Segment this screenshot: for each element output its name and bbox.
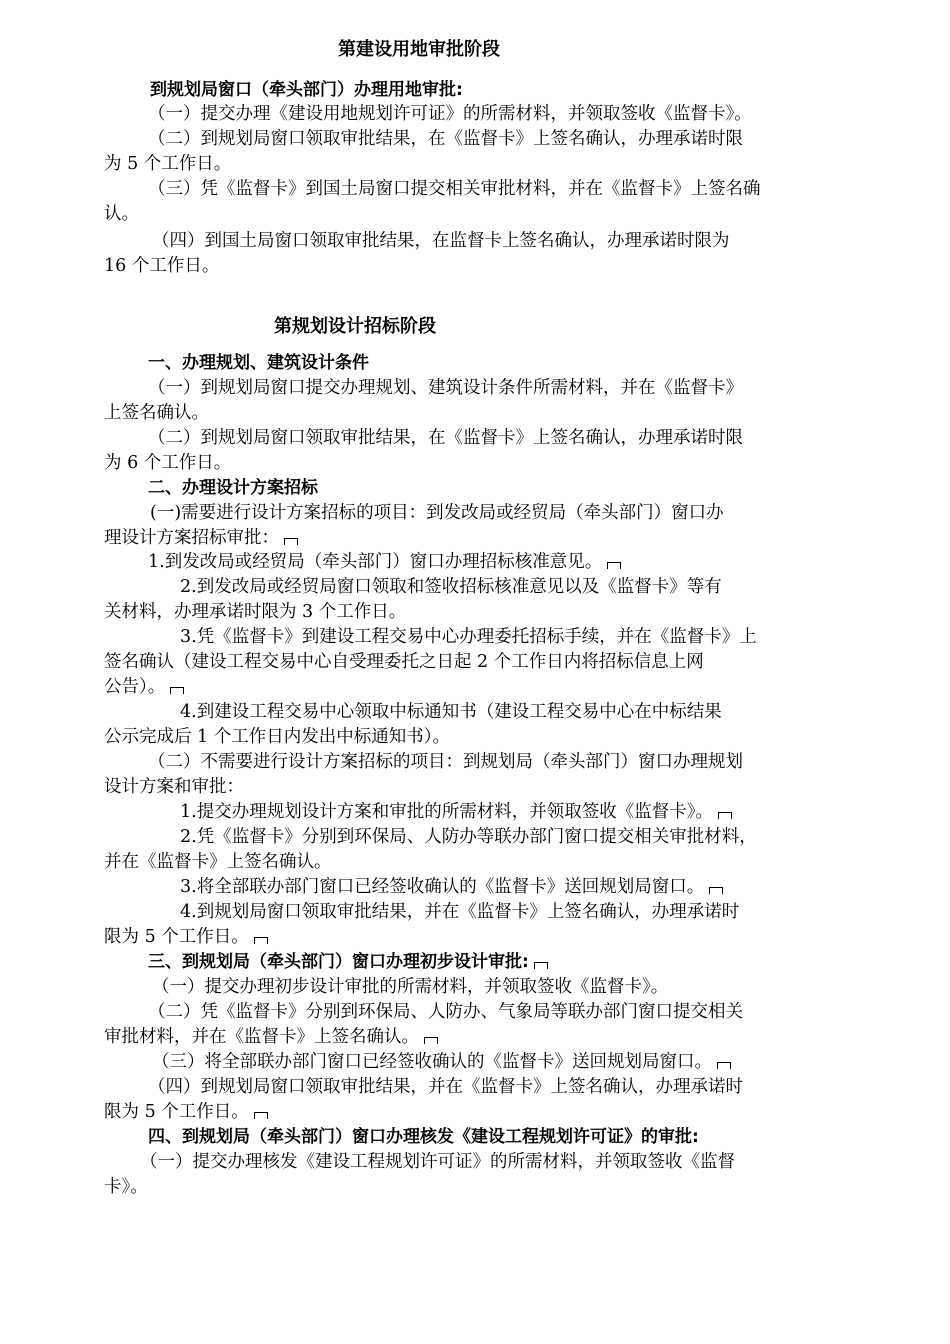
paragraph-mark-icon [170, 687, 184, 694]
paragraph-line [104, 526, 298, 550]
paragraph-line: 上签名确认。 [104, 403, 209, 423]
subsection-heading: 一、办理规划、建筑设计条件 [148, 353, 369, 373]
section-heading: 到规划局窗口（牵头部门）办理用地审批: [150, 80, 463, 100]
paragraph-line: 4.到规划局窗口领取审批结果，并在《监督卡》上签名确认，办理承诺时 [180, 902, 740, 922]
subsection-heading: 二、办理设计方案招标 [148, 478, 318, 498]
paragraph-mark-icon [284, 538, 298, 545]
paragraph-line: （二）不需要进行设计方案招标的项目：到规划局（牵头部门）窗口办理规划 [148, 752, 743, 772]
paragraph-line: 公示完成后 1 个工作日内发出中标通知书）。 [104, 727, 451, 747]
line-text: 公告）。 [104, 677, 166, 697]
paragraph-line: 为 5 个工作日。 [104, 154, 232, 174]
paragraph-mark-icon [709, 887, 723, 894]
paragraph-line: 2.凭《监督卡》分别到环保局、人防办等联办部门窗口提交相关审批材料， [180, 827, 757, 847]
paragraph-mark-icon [607, 562, 621, 569]
paragraph-mark-icon [718, 812, 732, 819]
paragraph-line: 设计方案和审批： [104, 777, 244, 797]
paragraph-line [104, 1100, 268, 1124]
paragraph-line: （一）提交办理核发《建设工程规划许可证》的所需材料，并领取签收《监督 [140, 1152, 735, 1172]
paragraph-line: 4.到建设工程交易中心领取中标通知书（建设工程交易中心在中标结果 [180, 702, 722, 722]
paragraph-mark-icon [424, 1037, 438, 1044]
line-text: 3.将全部联办部门窗口已经签收确认的《监督卡》送回规划局窗口。 [180, 877, 705, 897]
subsection-heading [148, 950, 548, 974]
paragraph-line [104, 1025, 438, 1049]
paragraph-line: 2.到发改局或经贸局窗口领取和签收招标核准意见以及《监督卡》等有 [180, 577, 722, 597]
paragraph-mark-icon [254, 1112, 268, 1119]
paragraph-line: （一）到规划局窗口提交办理规划、建筑设计条件所需材料，并在《监督卡》 [148, 378, 743, 398]
paragraph-line: (一)需要进行设计方案招标的项目：到发改局或经贸局（牵头部门）窗口办 [150, 503, 724, 523]
paragraph-line [152, 1050, 731, 1074]
paragraph-line: （一）提交办理《建设用地规划许可证》的所需材料，并领取签收《监督卡》。 [148, 104, 752, 124]
paragraph-line: 为 6 个工作日。 [104, 453, 232, 473]
line-text: 审批材料，并在《监督卡》上签名确认。 [104, 1027, 419, 1047]
paragraph-line: 16 个工作日。 [104, 256, 220, 276]
paragraph-line [104, 925, 268, 949]
paragraph-mark-icon [534, 962, 548, 969]
paragraph-line: （二）凭《监督卡》分别到环保局、人防办、气象局等联办部门窗口提交相关 [148, 1002, 743, 1022]
paragraph-line: 认。 [104, 204, 139, 224]
line-text: 理设计方案招标审批： [104, 528, 279, 548]
line-text: 1.到发改局或经贸局（牵头部门）窗口办理招标核准意见。 [148, 552, 603, 572]
paragraph-line: （三）凭《监督卡》到国土局窗口提交相关审批材料，并在《监督卡》上签名确 [148, 179, 761, 199]
paragraph-mark-icon [254, 937, 268, 944]
paragraph-line: 3.凭《监督卡》到建设工程交易中心办理委托招标手续，并在《监督卡》上 [180, 627, 757, 647]
paragraph-line [180, 875, 723, 899]
line-text: 1.提交办理规划设计方案和审批的所需材料，并领取签收《监督卡》。 [180, 802, 713, 822]
paragraph-line: （四）到规划局窗口领取审批结果，并在《监督卡》上签名确认，办理承诺时 [148, 1077, 743, 1097]
paragraph-line [148, 550, 621, 574]
paragraph-line: 关材料，办理承诺时限为 3 个工作日。 [104, 602, 407, 622]
paragraph-line [180, 800, 732, 824]
heading-text: 三、到规划局（牵头部门）窗口办理初步设计审批: [148, 952, 529, 972]
paragraph-line: （二）到规划局窗口领取审批结果，在《监督卡》上签名确认，办理承诺时限 [148, 428, 743, 448]
section-title: 第规划设计招标阶段 [274, 316, 436, 337]
paragraph-mark-icon [717, 1062, 731, 1069]
paragraph-line: 并在《监督卡》上签名确认。 [104, 852, 332, 872]
paragraph-line: （一）提交办理初步设计审批的所需材料，并领取签收《监督卡》。 [152, 977, 669, 997]
line-text: （三）将全部联办部门窗口已经签收确认的《监督卡》送回规划局窗口。 [152, 1052, 712, 1072]
line-text: 限为 5 个工作日。 [104, 1102, 249, 1122]
paragraph-line: （二）到规划局窗口领取审批结果，在《监督卡》上签名确认，办理承诺时限 [148, 129, 743, 149]
paragraph-line: （四）到国土局窗口领取审批结果，在监督卡上签名确认，办理承诺时限为 [152, 231, 730, 251]
paragraph-line: 签名确认（建设工程交易中心自受理委托之日起 2 个工作日内将招标信息上网 [104, 652, 704, 672]
paragraph-line [104, 675, 184, 699]
paragraph-line: 卡》。 [104, 1177, 148, 1197]
section-title: 第建设用地审批阶段 [338, 39, 500, 60]
line-text: 限为 5 个工作日。 [104, 927, 249, 947]
subsection-heading: 四、到规划局（牵头部门）窗口办理核发《建设工程规划许可证》的审批: [148, 1127, 699, 1147]
